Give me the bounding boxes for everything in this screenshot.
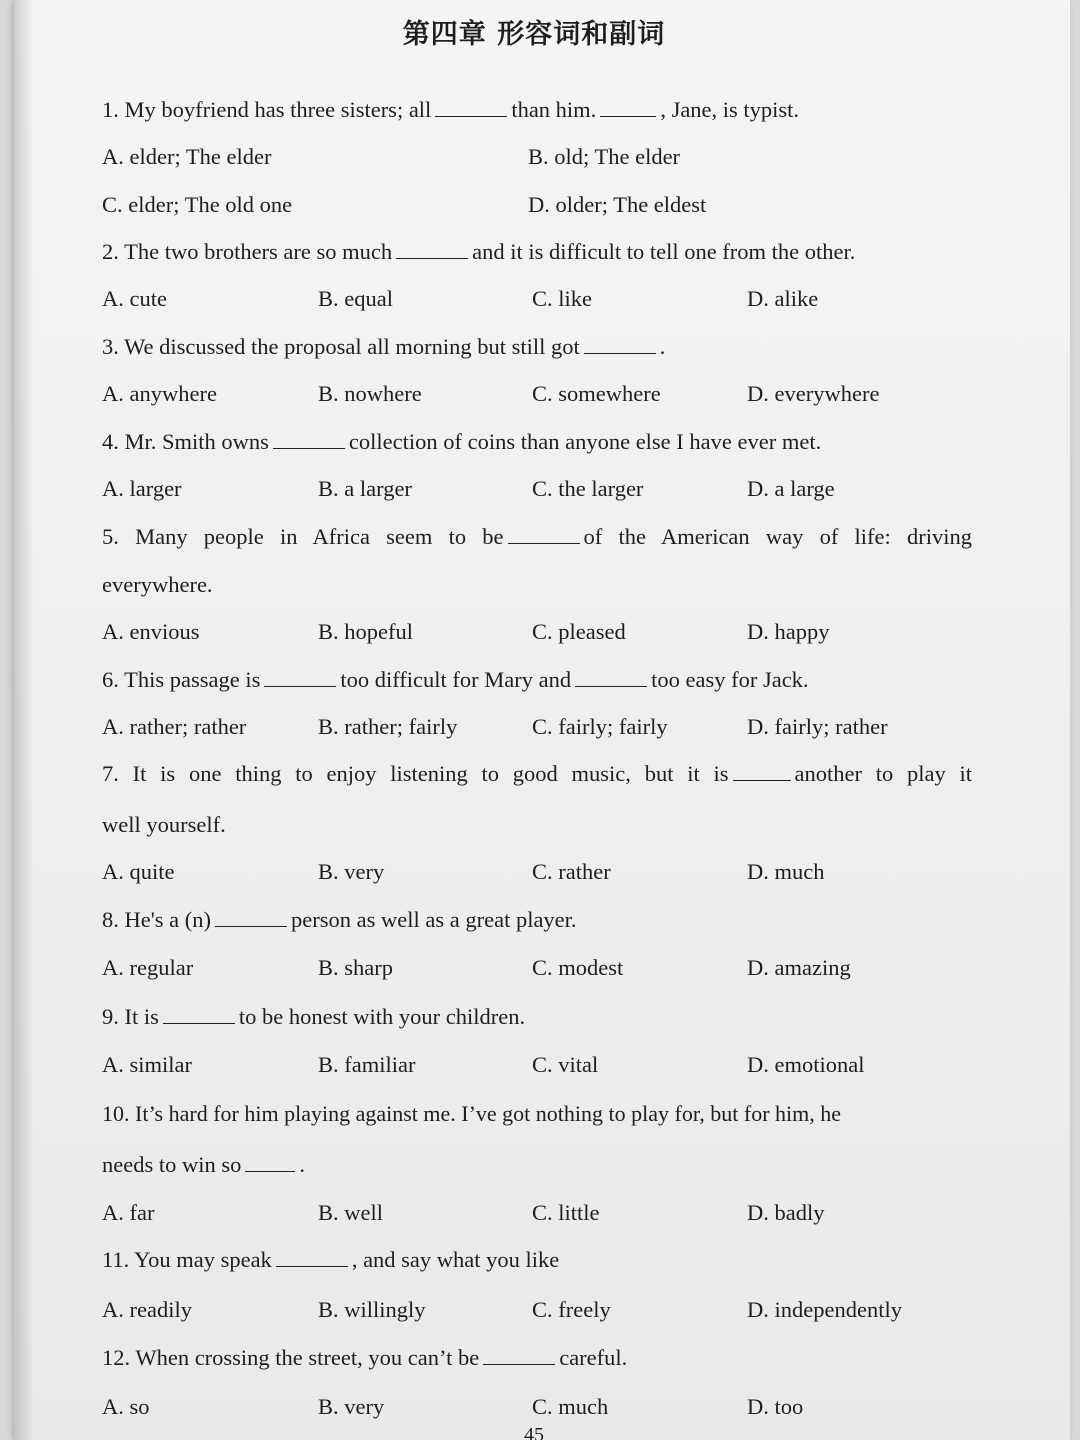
option-d: D. independently xyxy=(747,1297,902,1322)
question-number: 5. xyxy=(102,524,119,549)
answer-blank xyxy=(396,238,468,259)
question-text: My boyfriend has three sisters; all xyxy=(124,97,432,122)
options-row xyxy=(102,712,982,742)
option-a: A. so xyxy=(102,1394,150,1419)
question-number: 7. xyxy=(102,761,119,786)
option-d: D. much xyxy=(747,859,825,884)
question-number: 11. xyxy=(102,1247,130,1272)
question-number: 3. xyxy=(102,334,119,359)
options-row xyxy=(102,142,982,172)
question-12 xyxy=(102,1343,972,1373)
question-text: careful. xyxy=(559,1345,628,1370)
option-b: B. a larger xyxy=(318,476,412,501)
textbook-page xyxy=(14,0,1070,1440)
option-b: B. equal xyxy=(318,286,393,311)
option-b: B. nowhere xyxy=(318,381,422,406)
answer-blank xyxy=(245,1151,295,1172)
option-d: D. older; The eldest xyxy=(528,192,707,217)
question-number: 12. xyxy=(102,1345,131,1370)
question-number: 9. xyxy=(102,1004,119,1029)
page-number: 45 xyxy=(524,1424,544,1440)
answer-blank xyxy=(163,1003,235,1024)
question-text: It is one thing to enjoy listening to good music, but it is xyxy=(132,761,729,786)
options-row xyxy=(102,190,982,220)
answer-blank xyxy=(273,428,345,449)
question-text: Mr. Smith owns xyxy=(124,429,269,454)
option-d: D. alike xyxy=(747,286,819,311)
question-6 xyxy=(102,665,972,695)
option-c: C. fairly; fairly xyxy=(532,714,668,739)
option-b: B. sharp xyxy=(318,955,393,980)
question-10 xyxy=(102,1099,972,1129)
options-row xyxy=(102,1295,982,1325)
question-number: 6. xyxy=(102,667,119,692)
question-10-continued xyxy=(102,1150,305,1180)
question-text: another to play it xyxy=(794,761,973,786)
answer-blank xyxy=(733,760,791,781)
question-number: 10. xyxy=(102,1101,130,1126)
option-b: B. very xyxy=(318,859,385,884)
option-c: C. elder; The old one xyxy=(102,192,293,217)
option-a: A. readily xyxy=(102,1297,192,1322)
option-d: D. badly xyxy=(747,1200,825,1225)
question-number: 4. xyxy=(102,429,119,454)
options-row xyxy=(102,1198,982,1228)
question-text: It’s hard for him playing against me. I’ve got nothing to play for, but for him, he xyxy=(135,1101,842,1126)
option-b: B. old; The elder xyxy=(528,144,681,169)
question-text: . xyxy=(299,1152,305,1177)
option-a: A. similar xyxy=(102,1052,192,1077)
question-number: 8. xyxy=(102,907,119,932)
question-text: too easy for Jack. xyxy=(651,667,809,692)
question-7 xyxy=(102,759,972,789)
option-b: B. rather; fairly xyxy=(318,714,458,739)
question-text: person as well as a great player. xyxy=(291,907,577,932)
option-c: C. the larger xyxy=(532,476,644,501)
option-c: C. somewhere xyxy=(532,381,661,406)
answer-blank xyxy=(483,1344,555,1365)
question-11 xyxy=(102,1245,972,1275)
question-9 xyxy=(102,1002,972,1032)
options-row xyxy=(102,1392,982,1422)
question-5-continued: everywhere. xyxy=(102,572,213,597)
option-a: A. rather; rather xyxy=(102,714,247,739)
question-text: too difficult for Mary and xyxy=(340,667,572,692)
question-8 xyxy=(102,905,972,935)
question-text: than him. xyxy=(511,97,597,122)
option-b: B. willingly xyxy=(318,1297,426,1322)
option-c: C. much xyxy=(532,1394,609,1419)
option-c: C. rather xyxy=(532,859,611,884)
option-d: D. happy xyxy=(747,619,830,644)
question-7-continued: well yourself. xyxy=(102,812,226,837)
option-d: D. too xyxy=(747,1394,804,1419)
answer-blank xyxy=(276,1246,348,1267)
chapter-title: 第四章 形容词和副词 xyxy=(402,19,666,50)
options-row xyxy=(102,284,982,314)
question-text: When crossing the street, you can’t be xyxy=(135,1345,480,1370)
option-d: D. fairly; rather xyxy=(747,714,888,739)
option-a: A. far xyxy=(102,1200,155,1225)
options-row xyxy=(102,379,982,409)
option-a: A. anywhere xyxy=(102,381,217,406)
option-c: C. pleased xyxy=(532,619,626,644)
options-row xyxy=(102,474,982,504)
question-5 xyxy=(102,522,972,552)
question-3 xyxy=(102,332,972,362)
options-row xyxy=(102,857,982,887)
option-a: A. larger xyxy=(102,476,182,501)
question-text: He's a (n) xyxy=(124,907,212,932)
options-row xyxy=(102,617,982,647)
option-c: C. little xyxy=(532,1200,600,1225)
question-2 xyxy=(102,237,972,267)
question-text: The two brothers are so much xyxy=(124,239,393,264)
option-d: D. emotional xyxy=(747,1052,865,1077)
answer-blank xyxy=(575,666,647,687)
answer-blank xyxy=(435,96,507,117)
option-a: A. elder; The elder xyxy=(102,144,272,169)
question-1 xyxy=(102,95,972,125)
option-c: C. freely xyxy=(532,1297,611,1322)
option-d: D. everywhere xyxy=(747,381,880,406)
option-b: B. familiar xyxy=(318,1052,416,1077)
answer-blank xyxy=(508,523,580,544)
option-c: C. modest xyxy=(532,955,624,980)
question-text: and it is difficult to tell one from the other. xyxy=(472,239,856,264)
question-text: . xyxy=(659,334,666,359)
option-a: A. envious xyxy=(102,619,200,644)
question-text: We discussed the proposal all morning but still got xyxy=(124,334,580,359)
question-text: This passage is xyxy=(124,667,261,692)
answer-blank xyxy=(264,666,336,687)
question-number: 2. xyxy=(102,239,119,264)
question-text: to be honest with your children. xyxy=(238,1004,526,1029)
option-b: B. very xyxy=(318,1394,385,1419)
question-text: of the American way of life: driving xyxy=(583,524,972,549)
option-a: A. regular xyxy=(102,955,194,980)
question-text: collection of coins than anyone else I have ever met. xyxy=(348,429,822,454)
binding-shadow xyxy=(14,0,34,1440)
option-a: A. cute xyxy=(102,286,167,311)
answer-blank xyxy=(215,906,287,927)
question-text: You may speak xyxy=(134,1247,272,1272)
answer-blank xyxy=(600,96,656,117)
option-b: B. well xyxy=(318,1200,383,1225)
answer-blank xyxy=(584,333,656,354)
option-c: C. vital xyxy=(532,1052,599,1077)
option-b: B. hopeful xyxy=(318,619,413,644)
options-row xyxy=(102,953,982,983)
question-text: Many people in Africa seem to be xyxy=(135,524,504,549)
question-text: , Jane, is typist. xyxy=(660,97,800,122)
question-number: 1. xyxy=(102,97,119,122)
option-d: D. a large xyxy=(747,476,835,501)
question-text: needs to win so xyxy=(102,1152,242,1177)
option-a: A. quite xyxy=(102,859,175,884)
option-c: C. like xyxy=(532,286,592,311)
options-row xyxy=(102,1050,982,1080)
question-4 xyxy=(102,427,972,457)
option-d: D. amazing xyxy=(747,955,851,980)
question-text: , and say what you like xyxy=(351,1247,560,1272)
question-text: It is xyxy=(124,1004,159,1029)
